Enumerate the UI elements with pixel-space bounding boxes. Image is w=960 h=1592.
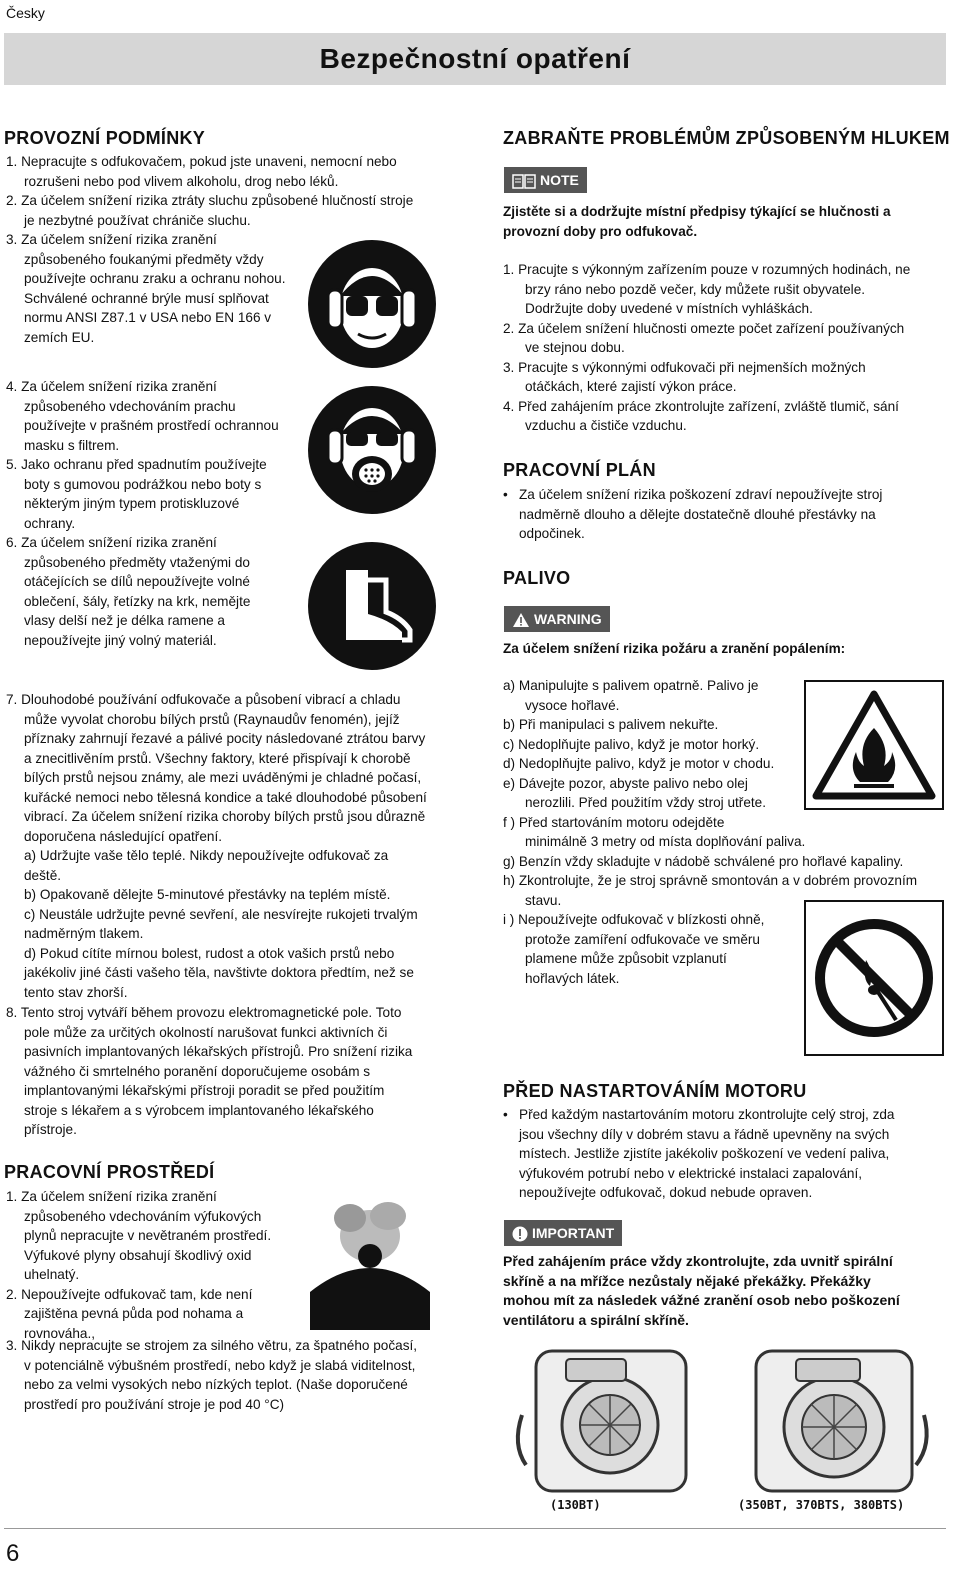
exhaust-gas-icon — [300, 1196, 440, 1330]
plan-text — [519, 485, 882, 544]
text-line: nadměrně dlouho a dělejte dostatečně dlouhé přestávky na — [519, 506, 876, 522]
prostredi-text — [6, 1187, 271, 1343]
text-line: používejte ochranu zraku a ochranu nohou. — [24, 271, 286, 286]
text-line: c) Nedoplňujte palivo, když je motor horký. — [503, 736, 760, 752]
text-line: tento stav zhorší. — [24, 984, 128, 1000]
text-line: • Za účelem snížení rizika poškození zdraví nepoužívejte stroj — [519, 485, 882, 505]
text-line: provozní doby pro odfukovač. — [503, 223, 698, 239]
text-line: vysoce hořlavé. — [525, 697, 620, 713]
section-title-start: PŘED NASTARTOVÁNÍM MOTORU — [503, 1081, 807, 1101]
text-line: mohou mít za následek vážné zranění osob nebo poškození — [503, 1292, 900, 1308]
section-title-palivo: PALIVO — [503, 568, 571, 588]
text-line: Výfukové plyny obsahují škodlivý oxid — [24, 1247, 252, 1263]
blower-130bt-illustration — [506, 1345, 724, 1495]
warning-badge — [504, 606, 610, 632]
section-title-provozni: PROVOZNÍ PODMÍNKY — [4, 128, 206, 148]
text-line: kuřácké nemoci nebo tělesná kondice a také dlouhodobé působení — [24, 789, 427, 805]
text-line: otáčejících se dílů nepoužívejte volné — [24, 574, 250, 589]
exclamation-icon — [512, 1226, 528, 1242]
text-line: nepoužívejte jiný volný materiál. — [24, 632, 217, 648]
warning-label: WARNING — [534, 611, 602, 627]
text-line: 2. Nepoužívejte odfukovač tam, kde není — [6, 1286, 253, 1302]
text-line: zajištěna pevná půda pod nohama a — [24, 1306, 244, 1321]
text-line: ventilátoru a spirální skříně. — [503, 1311, 689, 1328]
warning-text: Za účelem snížení rizika požáru a zranění popálením: — [503, 641, 846, 656]
text-line: a) Udržujte vaše tělo teplé. Nikdy nepoužívejte odfukovač za — [24, 848, 389, 863]
text-line: stroje s lékařem a s výrobcem implantovaného lékařského — [24, 1102, 374, 1118]
important-badge — [504, 1220, 622, 1246]
text-line: b) Opakovaně dělejte 5-minutové přestávky na teplém místě. — [24, 887, 391, 902]
no-open-flame-icon — [804, 900, 944, 1056]
text-line: Před zahájením práce vždy zkontrolujte, zda uvnitř spirální — [503, 1253, 893, 1269]
text-line: nepoužívejte odfukovač, dokud nebude opraven. — [519, 1185, 813, 1200]
section-title-plan: PRACOVNÍ PLÁN — [503, 460, 656, 480]
text-line: jsou všechny díly v dobrém stavu a řádně upevněny na svých — [519, 1126, 890, 1142]
page-title: Bezpečnostní opatření — [319, 43, 631, 74]
text-line: rovnováha., — [24, 1325, 96, 1341]
text-line: boty s gumovou podrážkou nebo boty s — [24, 476, 262, 492]
text-line: Dodržujte doby uvedené v místních vyhláškách. — [525, 301, 813, 316]
text-line: bílých prstů nejsou známy, ale mezi uváděnými je chladné počasí, — [24, 770, 422, 785]
text-line: d) Nedoplňujte palivo, když je motor v chodu. — [503, 756, 775, 771]
text-line: nerozlili. Před použitím vždy stroj utřete. — [525, 795, 767, 810]
item8-text — [6, 1003, 412, 1140]
text-line: výfukovém potrubí nebo v elektrické instalaci zapalování, — [519, 1165, 863, 1181]
section-title-prostredi: PRACOVNÍ PROSTŘEDÍ — [4, 1162, 215, 1182]
text-line: plynů nepracujte v nevětraném prostředí. — [24, 1228, 272, 1243]
dust-mask-icon — [306, 384, 438, 516]
text-line: některým jiným typem protiskluzové — [24, 496, 240, 511]
text-line: protože zamíření odfukovače ve směru — [525, 931, 760, 947]
blower-350bt-illustration — [730, 1345, 942, 1495]
text-line: prostředí pro používání stroje je pod 40 °C) — [24, 1396, 285, 1412]
text-line: je nezbytné používat chrániče sluchu. — [24, 212, 251, 228]
footer-divider — [4, 1528, 946, 1529]
caption-130bt: (130BT) — [550, 1498, 601, 1512]
text-line: může vyvolat chorobu bílých prstů (Raynaudův fenomén), jejíž — [24, 711, 400, 727]
book-icon — [512, 173, 536, 189]
text-line: doporučena následující opatření. — [24, 828, 223, 844]
item7-text — [6, 690, 427, 1002]
text-line: místech. Jestliže zjistíte jakékoliv poškození ve vedení paliva, — [519, 1146, 890, 1161]
text-line: způsobeného vdechováním prachu — [24, 398, 236, 414]
text-line: Schválené ochranné brýle musí splňovat — [24, 290, 269, 306]
text-line: uhelnatý. — [24, 1267, 80, 1282]
text-line: rozrušeni nebo pod vlivem alkoholu, drog nebo léků. — [24, 173, 339, 189]
warning-triangle-icon — [512, 612, 530, 628]
text-line: plamene může způsobit vzplanutí — [525, 951, 727, 966]
text-line: 2. Za účelem snížení rizika ztráty sluchu způsobené hlučností stroje — [6, 193, 414, 208]
text-line: 3. Pracujte s výkonnými odfukovači při nejmenších možných — [503, 359, 866, 375]
text-line: jakékoliv jiné části vašeho těla, navštivte doktora předtím, než se — [24, 965, 414, 980]
text-line: 1. Pracujte s výkonným zařízením pouze v rozumných hodinách, ne — [503, 262, 911, 277]
text-line: hořlavých látek. — [525, 970, 620, 986]
text-line: e) Dávejte pozor, abyste palivo nebo olej — [503, 775, 748, 791]
text-line: 3. Nikdy nepracujte se strojem za silného větru, za špatného počasí, — [6, 1338, 418, 1353]
text-line: minimálně 3 metry od místa doplňování paliva. — [525, 834, 806, 849]
text-line: deště. — [24, 867, 62, 883]
title-bar — [4, 33, 946, 85]
text-line: vzduchu a čističe vzduchu. — [525, 418, 687, 433]
prostredi-text-2 — [6, 1336, 417, 1414]
text-line: způsobeného vdechováním výfukových — [24, 1208, 262, 1224]
text-line: oblečení, šály, řetízky na krk, nemějte — [24, 593, 251, 609]
text-line: 4. Za účelem snížení rizika zranění — [6, 379, 217, 394]
text-line: 2. Za účelem snížení hlučnosti omezte počet zařízení používaných — [503, 320, 905, 336]
text-line: pole může za určitých okolností narušovat funkci aktivních či — [24, 1024, 388, 1040]
text-line: 8. Tento stroj vytváří během provozu elektromagnetické pole. Toto — [6, 1005, 402, 1020]
text-line: b) Při manipulaci s palivem nekuřte. — [503, 717, 719, 732]
item4-6-text — [6, 377, 279, 650]
note-text — [503, 202, 891, 241]
language-label: Česky — [6, 5, 45, 21]
important-text — [503, 1252, 900, 1330]
text-line: 6. Za účelem snížení rizika zranění — [6, 535, 217, 550]
text-line: • Před každým nastartováním motoru zkontrolujte celý stroj, zda — [519, 1105, 895, 1125]
flammable-icon — [804, 680, 944, 810]
text-line: zemích EU. — [24, 329, 95, 345]
safety-boots-icon — [306, 540, 438, 672]
text-line: ve stejnou dobu. — [525, 340, 625, 355]
text-line: masku s filtrem. — [24, 437, 120, 453]
text-line: 4. Před zahájením práce zkontrolujte zařízení, zvláště tlumič, sání — [503, 398, 899, 414]
note-badge — [504, 167, 587, 193]
text-line: g) Benzín vždy skladujte v nádobě schválené pro hořlavé kapaliny. — [503, 853, 904, 869]
caption-350bt: (350BT, 370BTS, 380BTS) — [738, 1498, 905, 1512]
text-line: stavu. — [525, 892, 562, 908]
text-line: a znecitlivěním prstů. Všechny faktory, které přispívají k chorobě — [24, 750, 411, 766]
note-label: NOTE — [540, 172, 579, 188]
text-line: d) Pokud cítíte mírnou bolest, rudost a otok vašich prstů nebo — [24, 945, 395, 961]
text-line: nadměrným tlakem. — [24, 926, 144, 941]
text-line: vlasy delší než je délka ramene a — [24, 613, 225, 628]
text-line: 5. Jako ochranu před spadnutím používejte — [6, 457, 267, 472]
text-line: ochrany. — [24, 515, 76, 531]
text-line: 7. Dlouhodobé používání odfukovače a působení vibrací a chladu — [6, 692, 401, 707]
text-line: způsobeného foukanými předměty vždy — [24, 251, 264, 267]
text-line: nebo za velmi vysokých nebo nízkých teplot. (Naše doporučené — [24, 1377, 408, 1392]
text-line: přístroje. — [24, 1122, 77, 1137]
text-line: Zjistěte si a dodržujte místní předpisy týkající se hlučnosti a — [503, 204, 891, 219]
text-line: normu ANSI Z87.1 v USA nebo EN 166 v — [24, 310, 272, 325]
text-line: vážného či smrtelného poranění doporučujeme osobám s — [24, 1063, 371, 1079]
text-line: příznaky zahrnují řezavé a pálivé pocity následované ztrátou barvy — [24, 731, 426, 746]
text-line: f ) Před startováním motoru odejděte — [503, 814, 725, 830]
text-line: vibrací. Za účelem snížení rizika choroby bílých prstů jsou důrazně — [24, 809, 426, 824]
text-line: brzy ráno nebo pozdě večer, kdy můžete rušit obyvatele. — [525, 281, 866, 297]
text-line: implantovanými lékařskými přístroji poradit se před použitím — [24, 1083, 385, 1098]
section-title-hluk: ZABRAŇTE PROBLÉMŮM ZPŮSOBENÝM HLUKEM — [503, 128, 950, 148]
text-line: používejte v prašném prostředí ochrannou — [24, 418, 279, 433]
text-line: odpočinek. — [519, 526, 585, 541]
text-line: i ) Nepoužívejte odfukovač v blízkosti ohně, — [503, 912, 765, 927]
text-line: 1. Za účelem snížení rizika zranění — [6, 1189, 217, 1204]
text-line: 3. Za účelem snížení rizika zranění — [6, 232, 217, 247]
text-line: h) Zkontrolujte, že je stroj správně smontován a v dobrém provozním — [503, 873, 918, 888]
text-line: otáčkách, které zajistí výkon práce. — [525, 379, 737, 394]
text-line: c) Neustále udržujte pevné sevření, ale nesvírejte rukojeti trvalým — [24, 906, 418, 922]
hluk-text — [503, 260, 910, 436]
text-line: skříně a na mřížce nezůstaly nějaké překážky. Překážky — [503, 1272, 871, 1289]
eye-ear-protection-icon — [306, 238, 438, 370]
text-line: v potenciálně výbušném prostředí, nebo když je slabá viditelnost, — [24, 1357, 416, 1373]
text-line: způsobeného předměty vtaženými do — [24, 554, 250, 570]
text-line: pasivních implantovaných lékařských přístrojů. Pro snížení rizika — [24, 1044, 413, 1059]
important-label: IMPORTANT — [532, 1225, 615, 1241]
page-number: 6 — [6, 1540, 20, 1567]
text-line: a) Manipulujte s palivem opatrně. Palivo je — [503, 678, 759, 693]
start-text — [519, 1105, 895, 1203]
text-line: 1. Nepracujte s odfukovačem, pokud jste unaveni, nemocní nebo — [6, 154, 397, 169]
